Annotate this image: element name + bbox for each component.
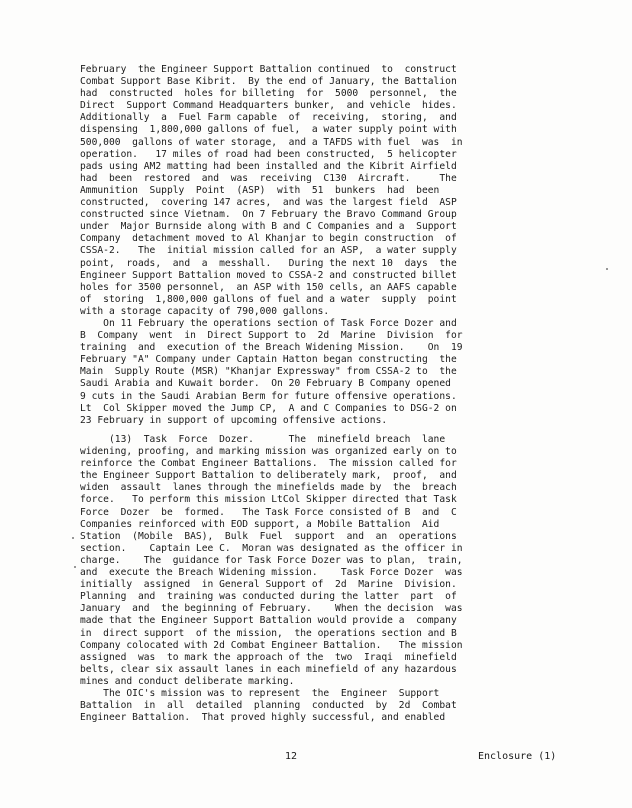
text-block-lower <box>80 434 580 724</box>
text-line: On 11 February the operations section of Task Force Dozer and <box>80 317 457 329</box>
text-line: had been restored and was receiving C130 Aircraft. The <box>80 172 457 184</box>
text-line: in direct support of the mission, the operations section and B <box>80 627 457 639</box>
paragraph-task-force-support <box>80 318 580 427</box>
text-line: section. Captain Lee C. Moran was designated as the officer in <box>80 542 463 554</box>
text-line: Planning and training was conducted during the latter part of <box>80 591 457 603</box>
text-line: Company detachment moved to Al Khanjar to begin construction of <box>80 233 457 245</box>
text-line: Ammunition Supply Point (ASP) with 51 bunkers had been <box>80 184 440 196</box>
text-line: the Engineer Support Battalion to deliberately mark, proof, and <box>80 470 457 482</box>
text-line: holes for 3500 personnel, an ASP with 150 cells, an AAFS capable <box>80 281 457 293</box>
text-line: January and the beginning of February. When the decision was <box>80 603 463 615</box>
text-line: Engineer Battalion. That proved highly successful, and enabled <box>80 712 446 724</box>
text-line: 9 cuts in the Saudi Arabian Berm for future offensive operations. <box>80 390 457 402</box>
text-line: point, roads, and a messhall. During the next 10 days the <box>80 257 457 269</box>
text-line: Lt Col Skipper moved the Jump CP, A and C Companies to DSG-2 on <box>80 402 457 414</box>
text-line: February "A" Company under Captain Hatton began constructing the <box>80 354 457 366</box>
text-line: and execute the Breach Widening mission. Task Force Dozer was <box>80 567 463 579</box>
paragraph-oic-mission <box>80 688 580 724</box>
scan-speck <box>72 537 74 539</box>
text-line: training and execution of the Breach Widening Mission. On 19 <box>80 342 463 354</box>
text-line: widening, proofing, and marking mission was organized early on to <box>80 446 457 458</box>
text-line: force. To perform this mission LtCol Skipper directed that Task <box>80 494 457 506</box>
text-line: 500,000 gallons of water storage, and a TAFDS with fuel was in <box>80 136 463 148</box>
text-line: Force Dozer be formed. The Task Force consisted of B and C <box>80 506 457 518</box>
text-line: pads using AM2 matting had been installed and the Kibrit Airfield <box>80 160 457 172</box>
text-line: Companies reinforced with EOD support, a Mobile Battalion Aid <box>80 518 440 530</box>
text-line: Company colocated with 2d Combat Engineer Battalion. The mission <box>80 639 463 651</box>
text-line: with a storage capacity of 790,000 gallons. <box>80 305 330 317</box>
paragraph-task-force-dozer <box>80 434 580 688</box>
text-line: constructed, covering 147 acres, and was the largest field ASP <box>80 197 457 209</box>
scan-speck <box>74 566 76 568</box>
text-line: B Company went in Direct Support to 2d Marine Division for <box>80 330 463 342</box>
text-line: of storing 1,800,000 gallons of fuel and a water supply point <box>80 293 457 305</box>
text-line: (13) Task Force Dozer. The minefield breach lane <box>80 434 446 445</box>
text-line: mines and conduct deliberate marking. <box>80 675 295 687</box>
text-line: dispensing 1,800,000 gallons of fuel, a water supply point with <box>80 124 457 136</box>
text-line: Combat Support Base Kibrit. By the end of January, the Battalion <box>80 76 457 88</box>
text-line: CSSA-2. The initial mission called for an ASP, a water supply <box>80 245 457 257</box>
paragraph-construction <box>80 64 580 318</box>
text-line: had constructed holes for billeting for 5000 personnel, the <box>80 88 457 100</box>
text-line: charge. The guidance for Task Force Dozer was to plan, train, <box>80 554 463 566</box>
text-line: belts, clear six assault lanes in each minefield of any hazardous <box>80 663 457 675</box>
text-line: operation. 17 miles of road had been constructed, 5 helicopter <box>80 148 457 160</box>
enclosure-label: Enclosure (1) <box>478 751 557 762</box>
text-line: widen assault lanes through the minefields made by the breach <box>80 482 457 494</box>
text-line: made that the Engineer Support Battalion would provide a company <box>80 615 457 627</box>
text-line: under Major Burnside along with B and C Companies and a Support <box>80 221 457 233</box>
text-line: Main Supply Route (MSR) "Khanjar Expressway" from CSSA-2 to the <box>80 366 457 378</box>
text-line: February the Engineer Support Battalion continued to construct <box>80 64 457 75</box>
text-line: Battalion in all detailed planning conducted by 2d Combat <box>80 700 457 712</box>
text-line: 23 February in support of upcoming offensive actions. <box>80 414 388 426</box>
text-line: Saudi Arabia and Kuwait border. On 20 February B Company opened <box>80 378 451 390</box>
page-number: 12 <box>285 751 298 762</box>
text-line: The OIC's mission was to represent the Engineer Support <box>80 687 440 699</box>
text-line: Direct Support Command Headquarters bunker, and vehicle hides. <box>80 100 457 112</box>
text-line: constructed since Vietnam. On 7 February the Bravo Command Group <box>80 209 457 221</box>
text-line: reinforce the Combat Engineer Battalions. The mission called for <box>80 458 457 470</box>
text-line: Additionally a Fuel Farm capable of receiving, storing, and <box>80 112 457 124</box>
text-line: Station (Mobile BAS), Bulk Fuel support and an operations <box>80 530 457 542</box>
text-block-upper <box>80 64 580 427</box>
text-line: Engineer Support Battalion moved to CSSA-2 and constructed billet <box>80 269 457 281</box>
text-line: initially assigned in General Support of 2d Marine Division. <box>80 579 457 591</box>
text-line: assigned was to mark the approach of the two Iraqi minefield <box>80 651 457 663</box>
scan-speck <box>606 268 608 270</box>
